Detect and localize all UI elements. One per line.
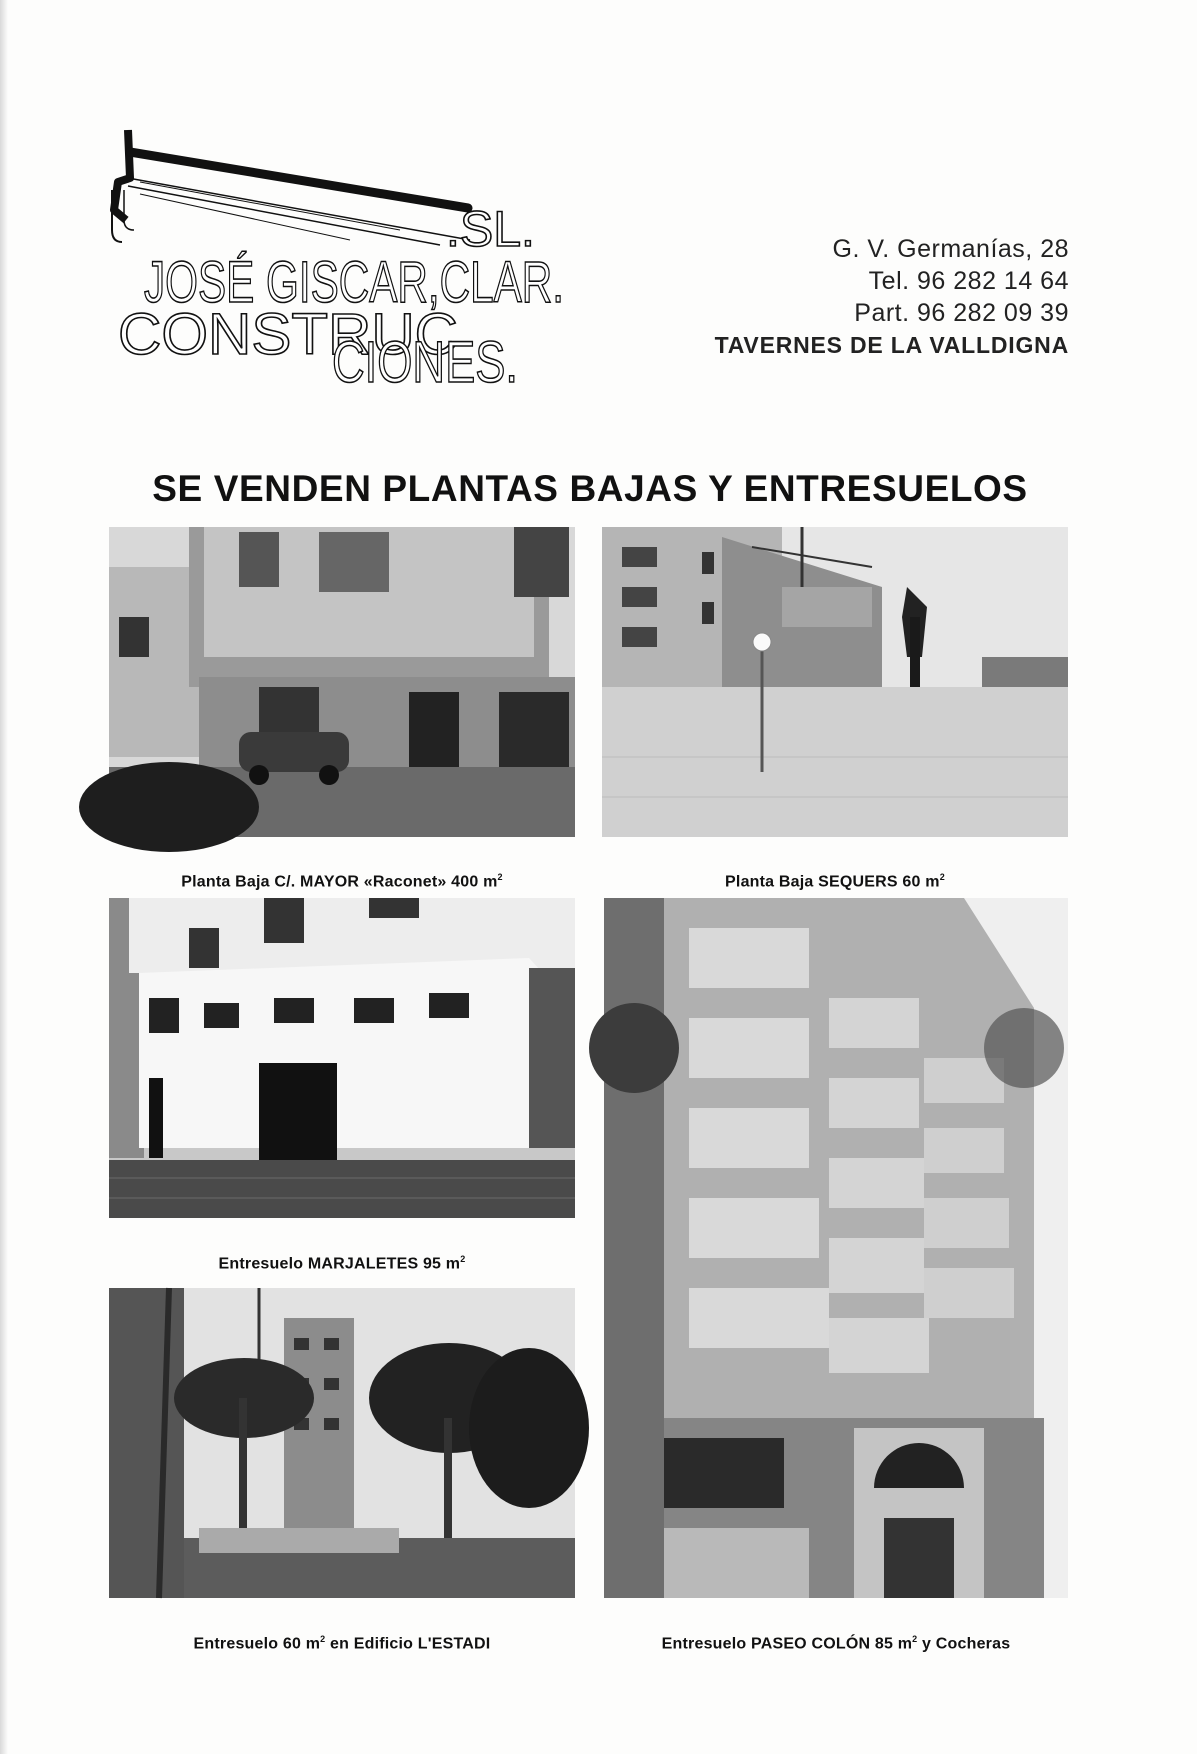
- photo-paseo-colon: [604, 898, 1068, 1598]
- logo-line-name: JOSÉ GISCAR,CLAR.: [144, 250, 564, 315]
- caption-marjaletes-sup: 2: [460, 1254, 466, 1264]
- caption-lestadi-sup: 2: [320, 1634, 326, 1644]
- photo-mayor: [109, 527, 575, 837]
- logo-suffix: .SL.: [446, 201, 535, 257]
- caption-mayor-text: Planta Baja C/. MAYOR «Raconet» 400 m: [181, 873, 498, 891]
- caption-paseo-colon-text: Entresuelo PASEO COLÓN 85 m: [661, 1635, 913, 1653]
- caption-sequers: [602, 872, 1068, 891]
- contact-block: [715, 233, 1069, 361]
- caption-sequers-sup: 2: [939, 872, 945, 882]
- caption-lestadi-post: en Edificio L'ESTADI: [325, 1635, 491, 1653]
- caption-mayor: [109, 872, 575, 891]
- page-spine: [0, 0, 8, 1754]
- company-logo: [100, 120, 640, 430]
- caption-marjaletes-text: Entresuelo MARJALETES 95 m: [218, 1255, 461, 1273]
- logo-line-construc: CONSTRUC: [118, 302, 458, 367]
- caption-paseo-colon-post: y Cocheras: [917, 1635, 1011, 1653]
- headline: SE VENDEN PLANTAS BAJAS Y ENTRESUELOS: [152, 468, 1028, 509]
- caption-lestadi-text: Entresuelo 60 m: [193, 1635, 321, 1653]
- caption-marjaletes: [109, 1254, 575, 1273]
- photo-lestadi: [109, 1288, 575, 1598]
- caption-lestadi: [109, 1634, 575, 1653]
- address-text: G. V. Germanías, 28: [832, 235, 1069, 263]
- logo-line-ciones: CIONES.: [332, 330, 518, 395]
- photo-sequers: [602, 527, 1068, 837]
- private-phone-text: Part. 96 282 09 39: [854, 299, 1069, 327]
- phone-text: Tel. 96 282 14 64: [868, 267, 1069, 295]
- caption-mayor-sup: 2: [497, 872, 503, 882]
- logo-graphic: [100, 120, 640, 430]
- photo-marjaletes: [109, 898, 575, 1218]
- caption-paseo-colon: [604, 1634, 1068, 1653]
- city-text: TAVERNES DE LA VALLDIGNA: [714, 332, 1069, 358]
- caption-paseo-colon-sup: 2: [912, 1634, 918, 1644]
- caption-sequers-text: Planta Baja SEQUERS 60 m: [725, 873, 940, 891]
